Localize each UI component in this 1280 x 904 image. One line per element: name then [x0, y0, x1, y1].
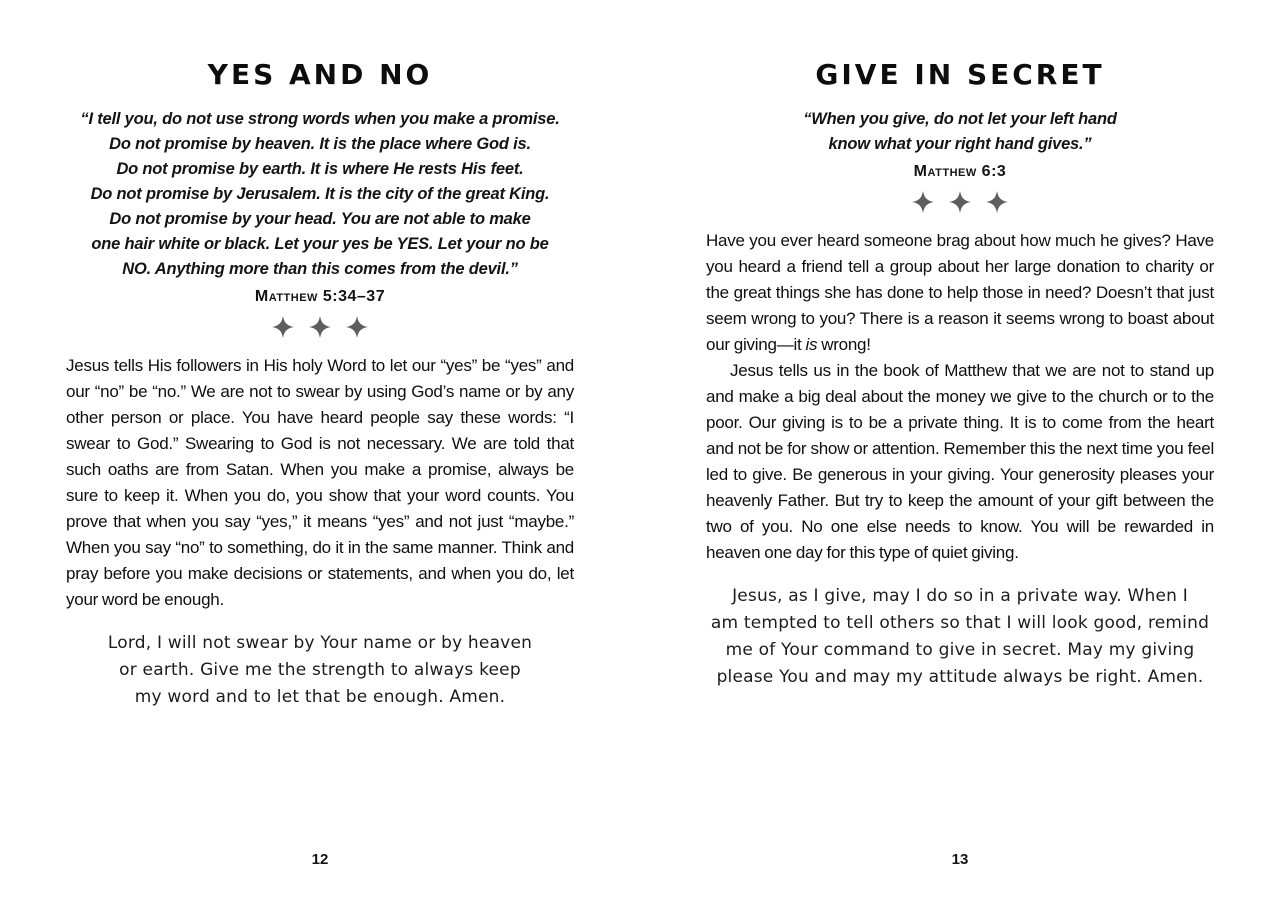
- prayer-line: my word and to let that be enough. Amen.: [134, 687, 506, 707]
- verse-line: Do not promise by your head. You are not able to make: [109, 210, 531, 228]
- sparkle-icon: [912, 191, 934, 213]
- body-paragraph: Jesus tells us in the book of Matthew that we are not to stand up and make a big deal about the money we give to the church or to the poor. Our giving is to be a private thing. It is to come from the heart and not be for show or attention. Remember this the next time you feel led to give. Be generous in your giving. Your generosity pleases your heavenly Father. But try to keep the amount of your gift between the two of you. No one else needs to know. You will be rewarded in heaven one day for this type of quiet giving.: [706, 361, 1214, 562]
- paragraph-text: wrong!: [817, 335, 871, 354]
- body-paragraph: Jesus tells His followers in His holy Word to let our “yes” be “yes” and our “no” be “no.” We are not to swear by using God’s name or by any other person or place. You have heard people say these words: “I swear to God.” Swearing to God is not necessary. We are told that such oaths are from Satan. When you make a promise, always be sure to keep it. When you do, you show that your word counts. You prove that when you say “yes,” it means “yes” and not just “maybe.” When you say “no” to something, do it in the same manner. Think and pray before you make decisions or statements, and when you do, let your word be enough.: [66, 356, 574, 609]
- verse-line: “I tell you, do not use strong words when you make a promise.: [80, 110, 560, 128]
- prayer-line: Lord, I will not swear by Your name or by heaven: [107, 633, 533, 653]
- prayer-line: please You and may my attitude always be right. Amen.: [716, 667, 1204, 687]
- prayer-line: me of Your command to give in secret. May my giving: [725, 640, 1195, 660]
- sparkle-icon: [949, 191, 971, 213]
- prayer-line: Jesus, as I give, may I do so in a private way. When I: [732, 586, 1188, 606]
- prayer: [66, 630, 574, 711]
- verse-line: Do not promise by heaven. It is the place where God is.: [109, 135, 531, 153]
- sparkle-icon: [272, 316, 294, 338]
- verse-line: Do not promise by earth. It is where He rests His feet.: [116, 160, 524, 178]
- page-number: 12: [311, 851, 329, 868]
- paragraph-text: Have you ever heard someone brag about how much he gives? Have you heard a friend tell a group about her large donation to charity or the great things she has done to help those in need? Doesn’t that just seem wrong to you? There is a reason it seems wrong to boast about our giving—it: [706, 231, 1214, 354]
- sparkle-icon: [986, 191, 1008, 213]
- verse-reference: Matthew 6:3: [913, 163, 1007, 180]
- ornament-divider: [66, 315, 574, 339]
- ornament-divider: [706, 190, 1214, 214]
- prayer-line: or earth. Give me the strength to always keep: [119, 660, 521, 680]
- prayer-line: am tempted to tell others so that I will look good, remind: [710, 613, 1210, 633]
- verse-line: Do not promise by Jerusalem. It is the city of the great King.: [90, 185, 550, 203]
- page-number: 13: [951, 851, 969, 868]
- page-right: [640, 0, 1280, 904]
- body-paragraph: [706, 228, 1214, 358]
- verse-quote: [706, 107, 1214, 157]
- verse-line: know what your right hand gives.”: [828, 135, 1092, 153]
- page-title: GIVE IN SECRET: [815, 58, 1105, 91]
- verse-line: “When you give, do not let your left hand: [803, 110, 1117, 128]
- verse-quote: [66, 107, 574, 282]
- verse-line: NO. Anything more than this comes from the devil.”: [122, 260, 518, 278]
- verse-reference: Matthew 5:34–37: [254, 288, 386, 305]
- verse-line: one hair white or black. Let your yes be YES. Let your no be: [91, 235, 549, 253]
- page-title: YES AND NO: [207, 58, 433, 91]
- emphasized-word: is: [805, 335, 818, 354]
- prayer: [706, 583, 1214, 691]
- sparkle-icon: [346, 316, 368, 338]
- sparkle-icon: [309, 316, 331, 338]
